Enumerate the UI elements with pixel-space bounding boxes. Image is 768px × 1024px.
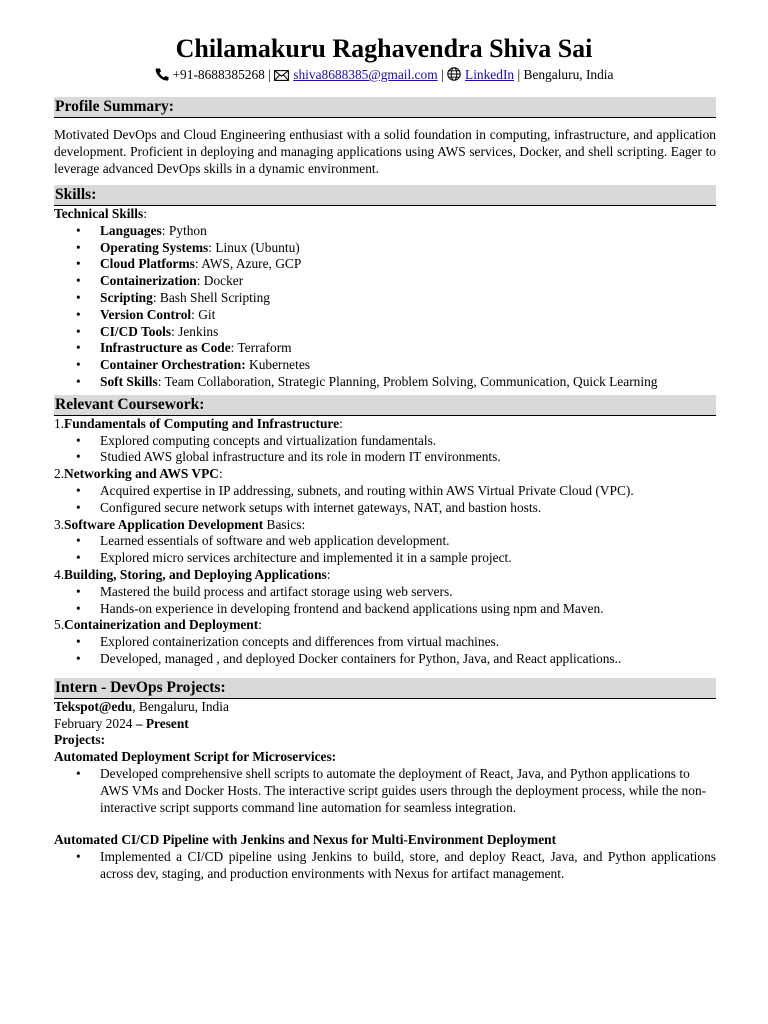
list-item: • Containerization: Docker [54,273,716,290]
course-bullets [54,533,716,567]
separator: | [437,67,448,82]
list-item: • Implemented a CI/CD pipeline using Jenkins to build, store, and deploy React, Java, and Python applications across dev, staging, and production environments with Nexus for artifact management. [54,849,716,883]
section-heading-coursework: Relevant Coursework: [54,395,716,416]
envelope-icon [274,68,289,86]
course-title: 3.Software Application Development Basics: [54,516,306,532]
section-heading-skills: Skills: [54,185,716,206]
list-item: • Cloud Platforms: AWS, Azure, GCP [54,256,716,273]
course-title: 2.Networking and AWS VPC: [54,466,223,482]
course-title: 5.Containerization and Deployment: [54,617,262,633]
list-item: • Operating Systems: Linux (Ubuntu) [54,240,716,257]
section-heading-intern: Intern - DevOps Projects: [54,678,716,699]
course-bullets [54,584,716,618]
list-item: • CI/CD Tools: Jenkins [54,324,716,341]
company-line: Tekspot@edu, Bengaluru, India [54,698,229,714]
section-heading-profile: Profile Summary: [54,97,716,118]
date-range: February 2024 – Present [54,715,189,731]
course-title: 4.Building, Storing, and Deploying Applications: [54,566,331,582]
list-item: • Studied AWS global infrastructure and its role in modern IT environments. [54,449,716,466]
linkedin-link[interactable]: LinkedIn [465,67,515,82]
list-item: • Hands-on experience in developing frontend and backend applications using npm and Maven. [54,601,716,618]
contact-line [0,66,768,86]
course-bullets [54,634,716,668]
list-item: • Languages: Python [54,223,716,240]
phone-number: +91-8688385268 [172,67,265,82]
list-item: • Acquired expertise in IP addressing, subnets, and routing within AWS Virtual Private Cloud (VPC). [54,483,716,500]
project-title: Automated Deployment Script for Microservices: [54,749,337,765]
project-bullets [54,849,716,883]
candidate-name: Chilamakuru Raghavendra Shiva Sai [175,34,593,63]
resume-body [54,97,716,883]
list-item: • Developed comprehensive shell scripts to automate the deployment of React, Java, and Python applications to AWS VMs and Docker Hosts. The interactive script guides users through the deployment process, while the non-interactive script supports command line automation for seamless integration. [54,766,716,816]
globe-icon [447,67,461,86]
location: | Bengaluru, India [514,67,614,82]
list-item: • Explored computing concepts and virtualization fundamentals. [54,433,716,450]
course-bullets [54,433,716,467]
list-item: • Explored micro services architecture and implemented it in a sample project. [54,550,716,567]
phone-icon [155,68,169,86]
list-item: • Developed, managed , and deployed Docker containers for Python, Java, and React applications.. [54,651,716,668]
profile-summary-text: Motivated DevOps and Cloud Engineering enthusiast with a solid foundation in computing, infrastructure, and application development. Proficient in deploying and managing applications using AWS services, Docker, and shell scripting. Eager to leverage advanced DevOps skills in a dynamic environment. [54,127,716,176]
list-item: • Version Control: Git [54,307,716,324]
email-link[interactable]: shiva8688385@gmail.com [293,67,438,82]
project-bullets [54,766,716,816]
list-item: • Scripting: Bash Shell Scripting [54,290,716,307]
list-item: • Container Orchestration: Kubernetes [54,357,716,374]
list-item: • Configured secure network setups with internet gateways, NAT, and bastion hosts. [54,500,716,517]
course-title: 1.Fundamentals of Computing and Infrastructure: [54,415,343,431]
list-item: • Soft Skills: Team Collaboration, Strategic Planning, Problem Solving, Communication, Quick Learning [54,374,716,391]
technical-skills-label: Technical Skills: [54,206,147,221]
separator: | [264,67,275,82]
list-item: • Infrastructure as Code: Terraform [54,340,716,357]
skills-list [54,223,716,391]
project-title: Automated CI/CD Pipeline with Jenkins and Nexus for Multi-Environment Deployment [54,832,557,848]
list-item: • Mastered the build process and artifact storage using web servers. [54,584,716,601]
course-bullets [54,483,716,517]
list-item: • Learned essentials of software and web application development. [54,533,716,550]
list-item: • Explored containerization concepts and differences from virtual machines. [54,634,716,651]
projects-label: Projects: [54,732,106,748]
